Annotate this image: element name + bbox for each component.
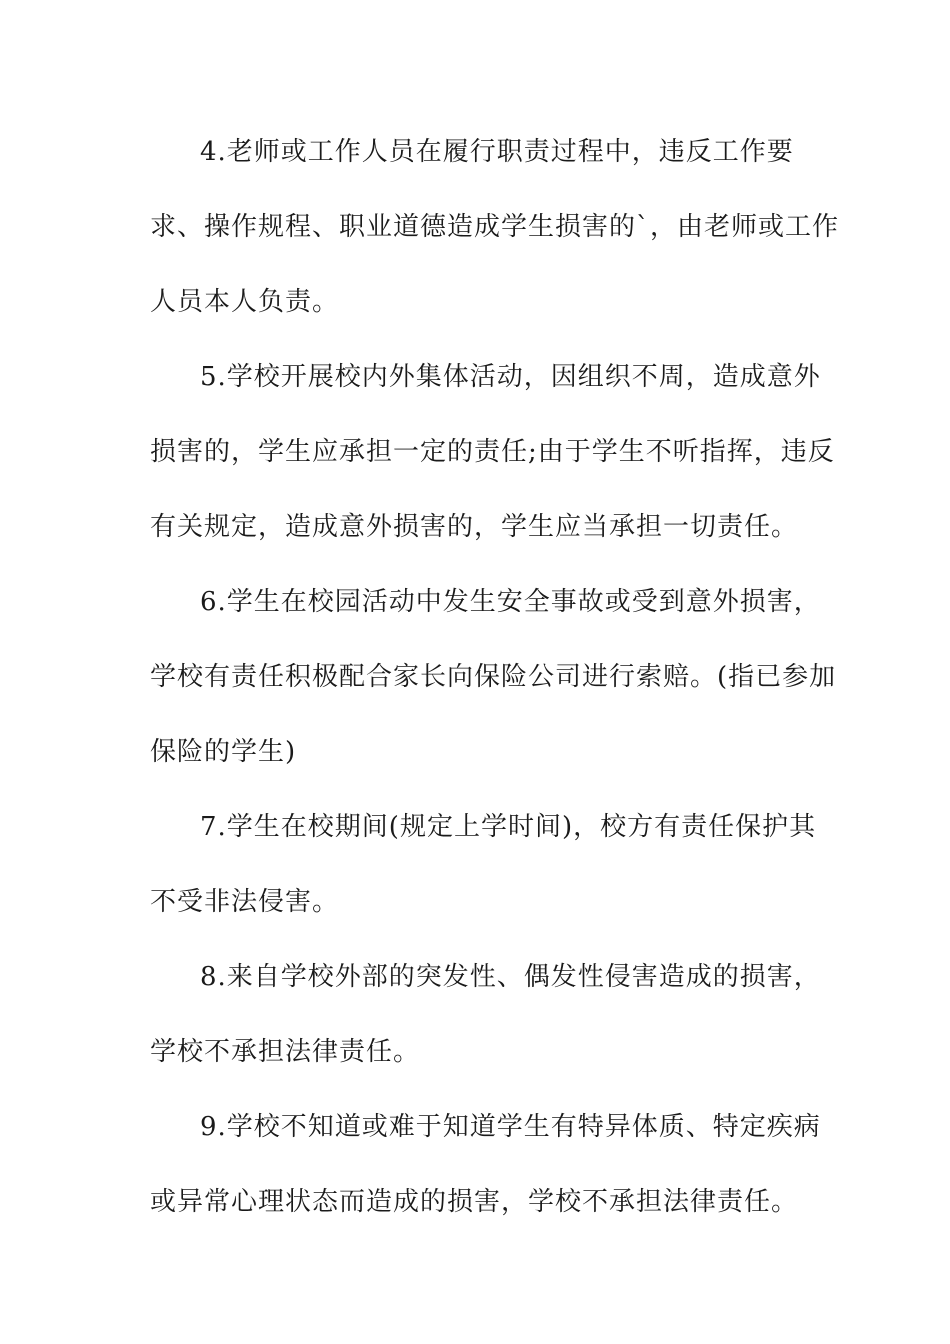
paragraph-line: 保险的学生) [150,737,297,767]
paragraph-7 [150,799,817,949]
paragraph-line: 9.学校不知道或难于知道学生有特异体质、特定疾病 [200,1112,821,1142]
paragraph-line: 6.学生在校园活动中发生安全事故或受到意外损害， [200,587,821,617]
paragraph-5 [150,349,835,574]
paragraph-line: 有关规定，造成意外损害的，学生应当承担一切责任。 [150,512,799,542]
paragraph-line: 7.学生在校期间(规定上学时间)，校方有责任保护其 [200,812,817,842]
document-body [150,124,840,1249]
paragraph-line: 损害的，学生应承担一定的责任;由于学生不听指挥，违反 [150,437,835,467]
paragraph-line: 4.老师或工作人员在履行职责过程中，违反工作要 [200,137,794,167]
paragraph-line: 或异常心理状态而造成的损害，学校不承担法律责任。 [150,1187,799,1217]
paragraph-9 [150,1099,821,1249]
paragraph-line: 学校有责任积极配合家长向保险公司进行索赔。(指已参加 [150,662,837,692]
paragraph-line: 人员本人负责。 [150,287,340,317]
paragraph-8 [150,949,821,1099]
paragraph-line: 求、操作规程、职业道德造成学生损害的`，由老师或工作 [150,212,840,242]
paragraph-4 [150,124,840,349]
paragraph-line: 不受非法侵害。 [150,887,340,917]
paragraph-line: 学校不承担法律责任。 [150,1037,421,1067]
paragraph-line: 8.来自学校外部的突发性、偶发性侵害造成的损害， [200,962,821,992]
paragraph-line: 5.学校开展校内外集体活动，因组织不周，造成意外 [200,362,821,392]
paragraph-6 [150,574,837,799]
